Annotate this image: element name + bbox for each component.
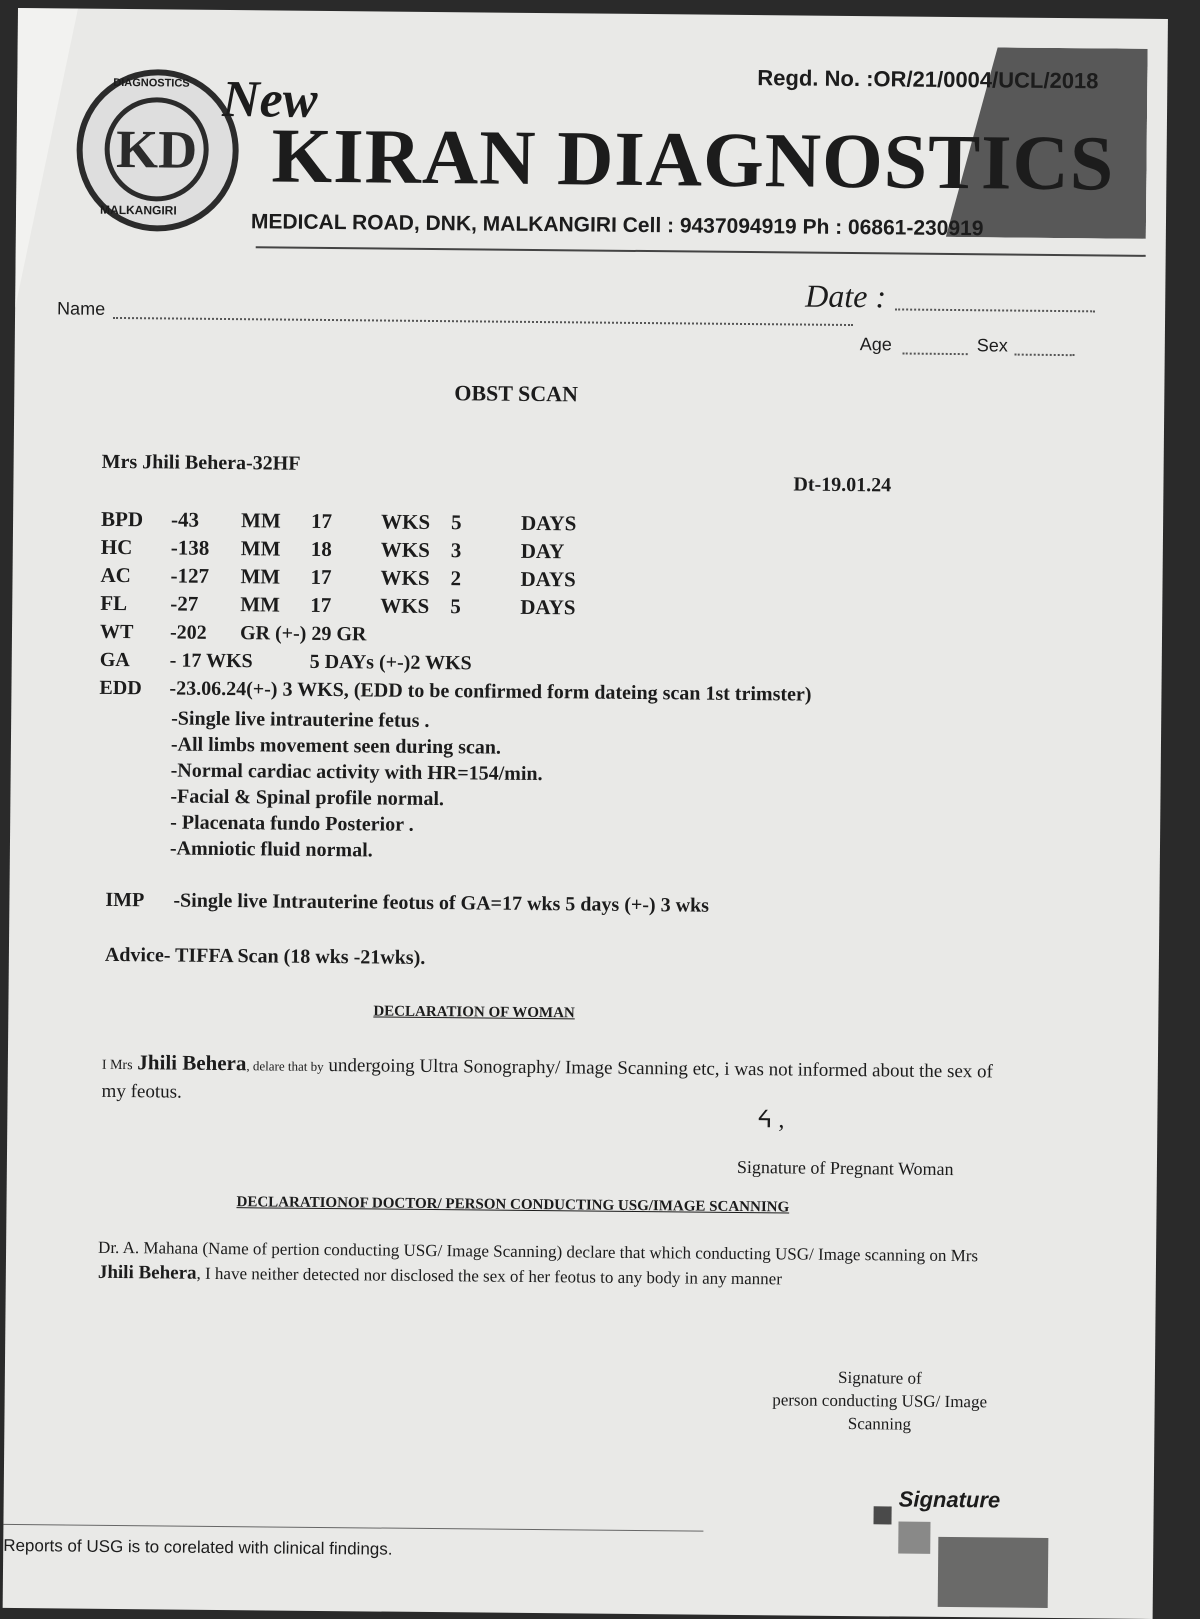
biometry-value: -138 bbox=[170, 534, 210, 560]
biometry-value: -27 bbox=[170, 590, 199, 616]
wt-value: -202 bbox=[169, 621, 207, 644]
ga-label: GA bbox=[99, 648, 130, 672]
ga-rest: 5 DAYs (+-)2 WKS bbox=[309, 650, 472, 675]
biometry-table bbox=[100, 505, 591, 622]
finding-item: -All limbs movement seen during scan. bbox=[170, 733, 502, 759]
doctor-statement-1: Dr. A. Mahana (Name of pertion conducting USG/ Image Scanning) declare that which conducting USG/ Image scanning on Mrs bbox=[98, 1237, 979, 1266]
biometry-param: HC bbox=[100, 534, 133, 559]
finding-item: - Placenata fundo Posterior . bbox=[170, 811, 414, 836]
biometry-weeks: 17 bbox=[310, 508, 333, 533]
biometry-param: AC bbox=[100, 562, 132, 587]
biometry-wks: WKS bbox=[380, 509, 431, 534]
declaration-woman-heading: DECLARATION OF WOMAN bbox=[373, 1003, 575, 1022]
weight-row bbox=[100, 621, 367, 647]
biometry-value: -43 bbox=[170, 506, 200, 532]
biometry-days: 2 bbox=[450, 565, 462, 590]
header-rule bbox=[256, 246, 1146, 257]
edd-row bbox=[99, 677, 811, 707]
biometry-weeks: 17 bbox=[310, 564, 332, 589]
biometry-wks: WKS bbox=[380, 537, 430, 562]
biometry-weeks: 18 bbox=[310, 536, 332, 561]
declaration-doctor-heading: DECLARATIONOF DOCTOR/ PERSON CONDUCTING USG/IMAGE SCANNING bbox=[236, 1194, 790, 1216]
clinic-address: MEDICAL ROAD, DNK, MALKANGIRI Cell : 9437094919 Ph : 06861-230919 bbox=[250, 210, 984, 241]
patient-name: Mrs Jhili Behera-32HF bbox=[101, 450, 301, 475]
biometry-value: -127 bbox=[170, 562, 210, 588]
biometry-days: 5 bbox=[450, 593, 461, 618]
woman-signature-label: Signature of Pregnant Woman bbox=[736, 1156, 954, 1180]
age-label: Age bbox=[859, 334, 892, 355]
biometry-dl: DAYS bbox=[520, 510, 577, 535]
wt-label: WT bbox=[99, 620, 134, 644]
woman-signature-mark: ᔦ , bbox=[757, 1107, 785, 1134]
imp-text: -Single live Intrauterine feotus of GA=17 wks 5 days (+-) 3 wks bbox=[173, 889, 710, 917]
biometry-dl: DAYS bbox=[520, 594, 576, 619]
biometry-days: 5 bbox=[450, 509, 462, 534]
report-date: Dt-19.01.24 bbox=[793, 473, 892, 497]
finding-item: -Single live intrauterine fetus . bbox=[171, 707, 430, 732]
footer-note: Reports of USG is to corelated with clinical findings. bbox=[3, 1535, 393, 1559]
stamp-signature-text: Signature bbox=[898, 1486, 1001, 1513]
ga-value: - 17 WKS bbox=[169, 649, 253, 673]
biometry-weeks: 17 bbox=[310, 592, 332, 617]
biometry-rows bbox=[100, 505, 591, 622]
logo-monogram: KD bbox=[104, 97, 209, 202]
brand-new: New bbox=[221, 70, 318, 129]
wt-rest: GR (+-) 29 GR bbox=[239, 622, 367, 646]
biometry-days: 3 bbox=[450, 537, 462, 562]
findings-list bbox=[170, 706, 543, 866]
biometry-dl: DAY bbox=[520, 538, 565, 563]
biometry-row bbox=[100, 589, 590, 622]
date-label: Date : bbox=[805, 277, 887, 315]
ga-row bbox=[100, 649, 472, 676]
clinic-logo bbox=[76, 69, 240, 233]
date-line bbox=[895, 308, 1095, 312]
sex-label: Sex bbox=[976, 335, 1008, 356]
finding-item: -Normal cardiac activity with HR=154/min. bbox=[170, 759, 543, 786]
biometry-param: BPD bbox=[100, 506, 144, 531]
report-title: OBST SCAN bbox=[454, 380, 579, 407]
doctor-signature-block bbox=[764, 1365, 995, 1436]
biometry-wks: WKS bbox=[380, 565, 430, 590]
report-paper bbox=[3, 8, 1168, 1619]
name-label: Name bbox=[57, 298, 106, 319]
woman-prefix: I Mrs bbox=[101, 1057, 133, 1074]
stamp-square bbox=[898, 1522, 930, 1554]
registration-number: Regd. No. :OR/21/0004/UCL/2018 bbox=[757, 65, 1099, 94]
doctor-statement-2: , I have neither detected nor disclosed the sex of her feotus to any body in any manner bbox=[196, 1263, 783, 1289]
doctor-signature-line-1: Signature of bbox=[838, 1367, 922, 1388]
logo-top-text: DIAGNOSTICS bbox=[113, 76, 190, 90]
advice: Advice- TIFFA Scan (18 wks -21wks). bbox=[104, 943, 426, 969]
edd-value: -23.06.24(+-) 3 WKS, (EDD to be confirmed form dateing scan 1st trimster) bbox=[169, 677, 812, 706]
logo-bottom-text: MALKANGIRI bbox=[99, 202, 177, 218]
sex-line bbox=[1015, 354, 1075, 357]
declaration-woman-text bbox=[101, 1049, 1001, 1114]
doctor-patient-name: Jhili Behera bbox=[97, 1261, 197, 1284]
biometry-param: FL bbox=[100, 590, 128, 615]
biometry-wks: WKS bbox=[380, 593, 430, 618]
age-line bbox=[903, 353, 968, 356]
stamp-block bbox=[938, 1537, 1049, 1608]
woman-mid: , delare that by bbox=[246, 1058, 324, 1074]
stamp-square bbox=[873, 1506, 891, 1524]
edd-label: EDD bbox=[99, 676, 142, 700]
clinic-name: KIRAN DIAGNOSTICS bbox=[271, 111, 1115, 207]
footer-rule bbox=[3, 1524, 703, 1532]
woman-statement: undergoing Ultra Sonography/ Image Scanning etc, i was not informed about the sex of my feotus. bbox=[101, 1055, 994, 1103]
biometry-unit: MM bbox=[240, 535, 281, 561]
biometry-unit: MM bbox=[240, 563, 281, 589]
imp-label: IMP bbox=[105, 888, 145, 912]
finding-item: -Facial & Spinal profile normal. bbox=[170, 785, 445, 811]
impression-row bbox=[105, 889, 709, 918]
biometry-unit: MM bbox=[240, 591, 281, 617]
doctor-signature-line-3: Scanning bbox=[847, 1414, 912, 1434]
biometry-unit: MM bbox=[240, 507, 281, 533]
biometry-dl: DAYS bbox=[520, 566, 576, 591]
woman-name: Jhili Behera bbox=[137, 1050, 247, 1076]
declaration-doctor-text bbox=[98, 1235, 1008, 1294]
paper-fold bbox=[15, 8, 78, 309]
doctor-signature-line-2: person conducting USG/ Image bbox=[772, 1390, 988, 1412]
finding-item: -Amniotic fluid normal. bbox=[169, 837, 373, 862]
name-line bbox=[113, 317, 853, 326]
